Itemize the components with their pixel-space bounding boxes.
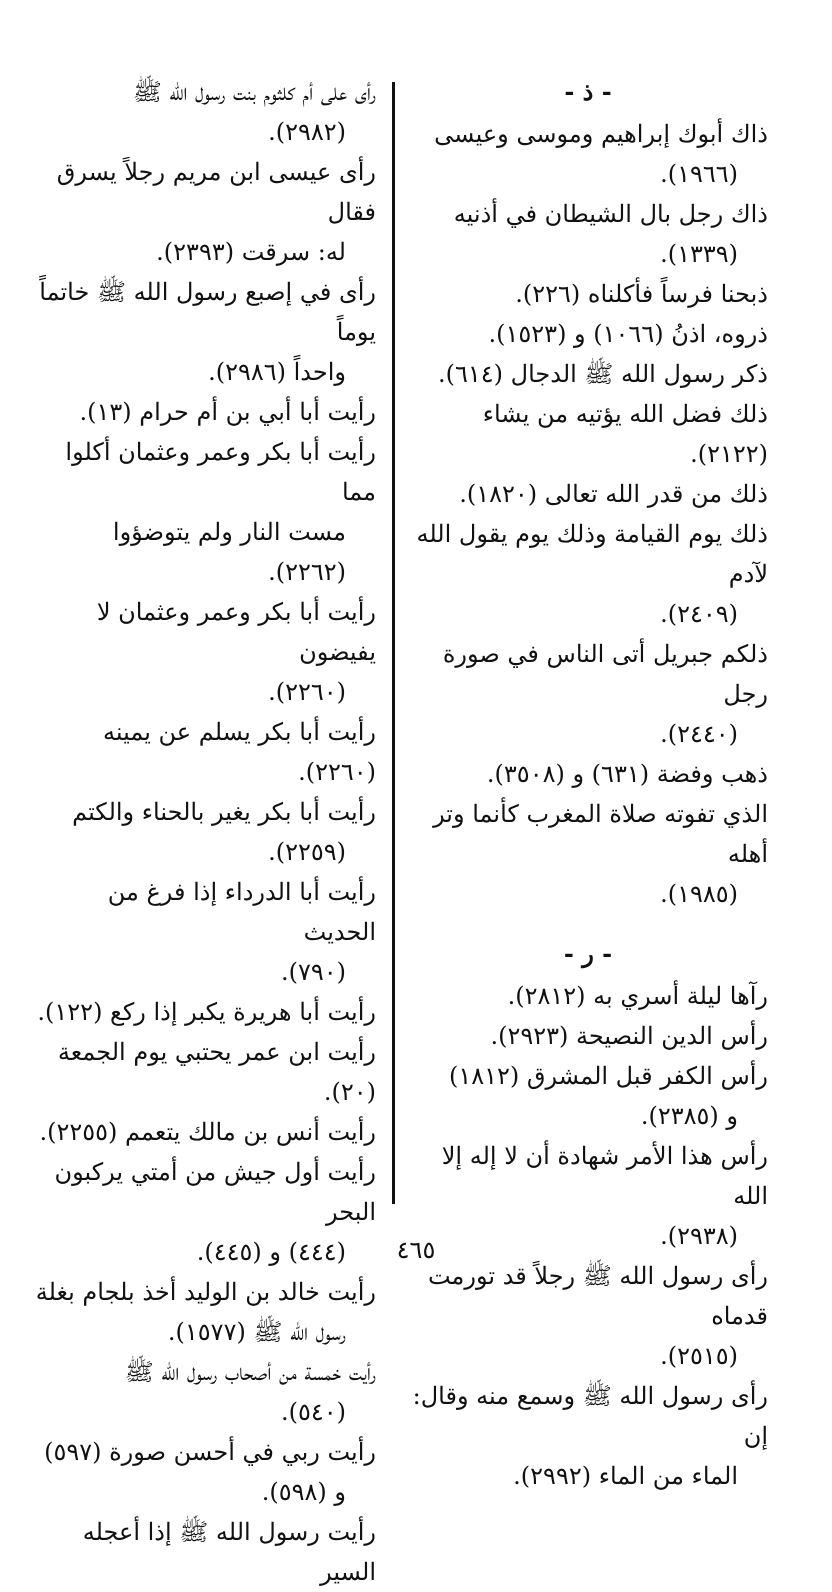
entry-text: ذبحنا فرساً فأكلناه (٢٢٦). [515,280,768,308]
index-entry [28,1352,376,1432]
entry-continuation: (٢٥١٥). [660,1342,738,1370]
index-entry [28,592,376,712]
entry-text: رأيت أول جيش من أمتي يركبون البحر [54,1158,376,1226]
index-entry [408,1376,768,1496]
entry-continuation: له: سرقت (٢٣٩٣). [156,238,346,266]
section-heading-dhal: - ذ - [564,77,612,106]
index-entry [28,72,376,152]
entry-text: رأى رسول الله ﷺ رجلاً قد تورمت قدماه [427,1262,768,1330]
index-entry [408,754,768,794]
index-entry [28,1272,376,1352]
entry-text: ذلك يوم القيامة وذلك يوم يقول الله لآدم [416,520,768,588]
index-entry [408,274,768,314]
entry-continuation: رسول الله ﷺ (١٥٧٧). [167,1318,346,1346]
entry-continuation: (٤٤٤) و (٤٤٥). [196,1238,346,1266]
entry-continuation: (١٩٨٥). [660,880,738,908]
entry-text: رأيت خمسة من أصحاب رسول الله ﷺ [124,1358,376,1386]
index-entry [408,514,768,634]
entry-text: رأيت أبا بكر وعمر وعثمان لا يفيضون [96,598,376,666]
entry-text: رأيت أنس بن مالك يتعمم (٢٢٥٥). [39,1118,376,1146]
entry-continuation: و (٥٩٨). [261,1478,346,1506]
entry-continuation: (١٩٦٦). [660,160,738,188]
entry-continuation: (١٣٣٩). [660,240,738,268]
index-entry [28,152,376,272]
entry-text: رأس هذا الأمر شهادة أن لا إله إلا الله [441,1142,768,1210]
entry-text: رأى عيسى ابن مريم رجلاً يسرق فقال [56,158,376,226]
index-entry [28,872,376,992]
index-entry [408,1016,768,1056]
index-entry [408,794,768,914]
entries-dhal [408,114,768,914]
entry-text: رأس الدين النصيحة (٢٩٢٣). [490,1022,768,1050]
entry-continuation: واحداً (٢٩٨٦). [208,358,346,386]
entry-text: رأيت ابن عمر يحتبي يوم الجمعة (٢٠). [57,1038,376,1106]
entry-text: ذاك أبوك إبراهيم وموسى وعيسى [434,120,768,148]
index-entry [28,992,376,1032]
column-divider [392,82,395,1204]
entry-text: رأى رسول الله ﷺ وسمع منه وقال: إن [412,1382,768,1450]
entry-text: رأيت خالد بن الوليد أخذ بلجام بغلة [35,1278,376,1306]
entry-text: رآها ليلة أسري به (٢٨١٢). [507,982,768,1010]
entry-text: رأى في إصبع رسول الله ﷺ خاتماً يوماً [39,278,376,346]
entry-text: رأيت رسول الله ﷺ إذا أعجله السير [82,1518,376,1586]
entry-continuation: و (٢٣٨٥). [640,1102,738,1130]
index-entry [28,1112,376,1152]
page-number: ٤٦٥ [396,1236,436,1264]
section-heading-ra: - ر - [563,939,613,968]
index-entry [28,1032,376,1112]
entry-text: الذي تفوته صلاة المغرب كأنما وتر أهله [433,800,768,868]
entry-text: ذلك من قدر الله تعالى (١٨٢٠). [459,480,768,508]
index-entry [408,634,768,754]
index-entry [28,432,376,592]
entry-text: رأيت أبا أبي بن أم حرام (١٣). [79,398,376,426]
index-entry [28,712,376,792]
entries-left [28,72,376,1592]
entry-text: ذروه، اذنُ (١٠٦٦) و (١٥٢٣). [488,320,768,348]
entry-text: ذلكم جبريل أتى الناس في صورة رجل [442,640,768,708]
index-entry [408,114,768,194]
entry-text: ذكر رسول الله ﷺ الدجال (٦١٤). [437,360,768,388]
entry-continuation: (٥٤٠). [280,1398,346,1426]
entry-continuation: (٢٤٠٩). [660,600,738,628]
index-entry [28,272,376,392]
entry-text: ذاك رجل بال الشيطان في أذنيه [453,200,768,228]
entry-text: ذلك فضل الله يؤتيه من يشاء (٢١٢٢). [482,400,768,468]
index-entry [28,1432,376,1512]
entry-text: رأيت أبا هريرة يكبر إذا ركع (١٢٢). [37,998,376,1026]
index-entry [408,194,768,274]
entry-continuation: (٢٤٤٠). [660,720,738,748]
index-entry [408,394,768,474]
entry-text: رأيت أبا الدرداء إذا فرغ من الحديث [107,878,376,946]
entry-text: رأى على أم كلثوم بنت رسول الله ﷺ [132,78,376,106]
right-column [408,72,768,1496]
index-entry [28,1512,376,1592]
entry-continuation: (٢٢٥٩). [268,838,346,866]
left-column [28,72,376,1592]
index-entry [28,792,376,872]
index-entry [408,1056,768,1136]
entry-continuation: الماء من الماء (٢٩٩٢). [513,1462,738,1490]
entry-continuation: مست النار ولم يتوضؤوا (٢٢٦٢). [112,518,346,586]
entry-continuation: (٢٢٦٠). [268,678,346,706]
entry-text: ذهب وفضة (٦٣١) و (٣٥٠٨). [486,760,768,788]
index-entry [408,314,768,354]
entry-text: رأس الكفر قبل المشرق (١٨١٢) [448,1062,768,1090]
entry-text: رأيت أبا بكر وعمر وعثمان أكلوا مما [65,438,376,506]
entry-text: رأيت أبا بكر يسلم عن يمينه (٢٢٦٠). [103,718,376,786]
index-entry [408,976,768,1016]
entry-continuation: (٢٩٨٢). [268,118,346,146]
index-entry [28,392,376,432]
index-entry [408,354,768,394]
index-entry [408,474,768,514]
entry-text: رأيت ربي في أحسن صورة (٥٩٧) [44,1438,376,1466]
entry-continuation: (٧٩٠). [280,958,346,986]
entry-text: رأيت أبا بكر يغير بالحناء والكتم [72,798,376,826]
index-entry [408,1256,768,1376]
entry-continuation: (٢٩٣٨). [660,1222,738,1250]
